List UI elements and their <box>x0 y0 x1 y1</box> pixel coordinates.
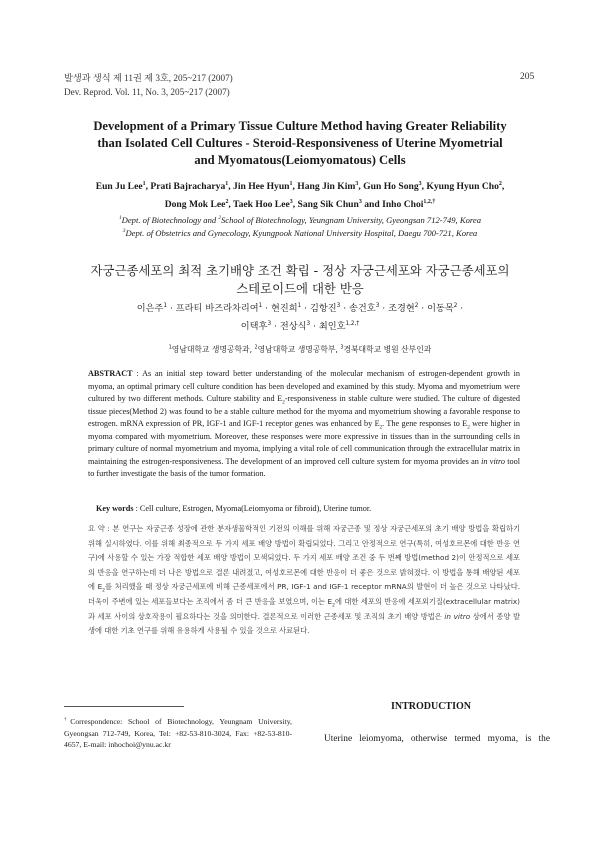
korean-title-line: 자궁근종세포의 최적 초기배양 조건 확립 - 정상 자궁근세포와 자궁근종세포의 <box>90 263 510 278</box>
korean-author-list <box>56 300 544 336</box>
korean-author-name: 조경현 <box>388 303 415 314</box>
author-name: Sang Sik Chun <box>297 199 359 210</box>
author-name: Eun Ju Lee <box>95 181 143 192</box>
korean-author-name: 김항진 <box>310 303 337 314</box>
title-line: than Isolated Cell Cultures - Steroid-Responsiveness of Uterine Myometrial <box>97 136 503 150</box>
korean-author-line: 이은주$^1$ · 프라티 바즈라차리여$^1$ · 현진희$^1$ · 김항진$^3$ · 송건호$^3$ · 조경현$^2$ · 이동목$^2$ · <box>136 302 464 314</box>
author-line: Eun Ju Lee$^1$, Prati Bajracharya$^1$, Jin Hee Hyun$^1$, Hang Jin Kim$^3$, Gun Ho Song$^3$, Kyung Hyun Cho$^2$, <box>95 180 505 192</box>
korean-title <box>56 262 544 298</box>
correspondence-footnote: †Correspondence: School of Biotechnology, Yeungnam University, Gyeongsan 712-749, Korea, Tel: +82-53-810-3024, Fax: +82-53-810-4657, E-mail: inhochoi@ynu.ac.kr <box>64 717 292 749</box>
korean-author-name: 현진희 <box>270 303 298 314</box>
korean-author-name: 전상식 <box>279 321 307 332</box>
abstract: ABSTRACT : As an initial step toward better understanding of the molecular mechanism of estrogen-dependent growth in myoma, an optimal primary cell culture condition has been developed and examined by this study. Myoma and myometrium were cultured by two different methods. Culture stability and $E_2$-responsiveness in stable culture were studied. The culture of digested tissue pieces(Method 2) was found to be a stable culture method for the myoma and myometrium showing a favorable response to estrogen. mRNA expression of PR, IGF-1 and IGF-1 receptor genes was enhanced by $E_2$. The gene responses to $E_2$ were higher in myoma compared with myometrium. Moreover, these responses were more expressive in tissues than in the surrounding cells in primary culture of normal myometrium and myoma, implying a vital role of cell communication through the extracellular matrix in maintaining the estrogen-responsiveness. The development of an improved cell culture system for myoma provides an in vitro tool to further investigate the basis of the tumor formation. <box>88 369 521 478</box>
korean-author-line: 이택후$^3$ · 전상식$^3$ · 최인호$^{1,2,\dagger}$ <box>240 320 360 332</box>
page-number: 205 <box>520 72 535 82</box>
korean-author-name: 이택후 <box>240 321 268 332</box>
korean-author-name: 프라티 바즈라차리여 <box>175 303 259 314</box>
footnote-divider <box>64 706 184 707</box>
korean-author-name: 송건호 <box>349 303 376 314</box>
author-name: Jin Hee Hyun <box>233 181 290 192</box>
korean-author-name: 이은주 <box>136 303 164 314</box>
author-name: Gun Ho Song <box>363 181 419 192</box>
journal-header-english: Dev. Reprod. Vol. 11, No. 3, 205~217 (2007) <box>64 87 230 97</box>
title-line: and Myomatous(Leiomyomatous) Cells <box>194 153 406 167</box>
paper-title <box>56 118 544 169</box>
section-heading: INTRODUCTION <box>390 701 471 712</box>
korean-author-name: 최인호 <box>318 321 346 332</box>
korean-title-line: 스테로이드에 대한 반응 <box>236 281 364 296</box>
affiliation-line: $^3$Dept. of Obstetrics and Gynecology, Kyungpook National University Hospital, Daegu 700-721, Korea <box>122 228 478 238</box>
author-name: Kyung Hyun Cho <box>426 181 499 192</box>
author-name: Dong Mok Lee <box>164 199 226 210</box>
korean-author-name: 이동목 <box>427 303 454 314</box>
abstract-label: ABSTRACT <box>88 369 133 378</box>
introduction-text: Uterine leiomyoma, otherwise termed myoma, is the <box>324 734 550 744</box>
title-line: Development of a Primary Tissue Culture Method having Greater Reliability <box>93 119 507 133</box>
affiliations <box>56 214 544 240</box>
keywords-label: Key words <box>96 504 134 513</box>
author-name: Hang Jin Kim <box>297 181 356 192</box>
author-line: Dong Mok Lee$^2$, Taek Hoo Lee$^3$, Sang Sik Chun$^3$ and Inho Choi$^{1,2,\dagger}$ <box>164 198 436 210</box>
author-name: Inho Choi <box>382 199 424 210</box>
author-name: Prati Bajracharya <box>150 181 226 192</box>
korean-summary: 요 약 : 본 연구는 자궁근종 성장에 관한 분자생물학적인 기전의 이해를 위해 자궁근종 및 정상 자궁근세포의 초기 배양 방법을 확립하기 위해 실시하였다. 이를 위해 최종적으로 두 가지 세포 배양 방법이 확립되었다. 그리고 안정적으로 연구(특히, 여성호르몬에 대한 반응 연구)에 사용할 수 있는 가장 적합한 세포 배양 방법이 모색되었다. 두 가지 세포 배양 조건 중 두 번째 방법(method 2)이 안정적으로 세포의 반응을 연구하는데 더 나은 방법으로 결론 내려졌고, 여성호르몬에 대한 반응이 더 좋은 것으로 밝혀졌다. 이 방법을 통해 배양된 세포에 $E_2$를 처리했을 때 정상 자궁근세포에 비해 근종세포에서 PR, IGF-1 and IGF-1 receptor mRNA의 발현이 더 높은 것으로 나타났다. 더욱이 주변에 있는 세포들보다는 조직에서 좀 더 큰 반응을 보였으며, 이는 $E_2$에 대한 세포의 반응에 세포외기질(extracellular matrix)과 세포 사이의 상호작용이 필요하다는 것을 의미한다. 결론적으로 이러한 근종세포 및 조직의 초기 배양 방법은 in vitro 상에서 종양 발생에 대한 기초 연구를 위해 유용하게 사용될 수 있을 것으로 사료된다. <box>88 524 521 636</box>
korean-affiliations: $^1$영남대학교 생명공학과, $^2$영남대학교 생명공학부, $^3$경북대학교 병원 산부인과 <box>168 345 432 354</box>
author-list <box>56 178 544 214</box>
keywords: Key words : Cell culture, Estrogen, Myoma(Leiomyoma or fibroid), Uterine tumor. <box>96 504 372 513</box>
journal-header-korean: 발생과 생식 제 11권 제 3호, 205~217 (2007) <box>64 73 233 83</box>
author-name: Taek Hoo Lee <box>233 199 290 210</box>
affiliation-line: $^1$Dept. of Biotechnology and $^2$School of Biotechnology, Yeungnam University, Gyeongsan 712-749, Korea <box>118 215 482 225</box>
